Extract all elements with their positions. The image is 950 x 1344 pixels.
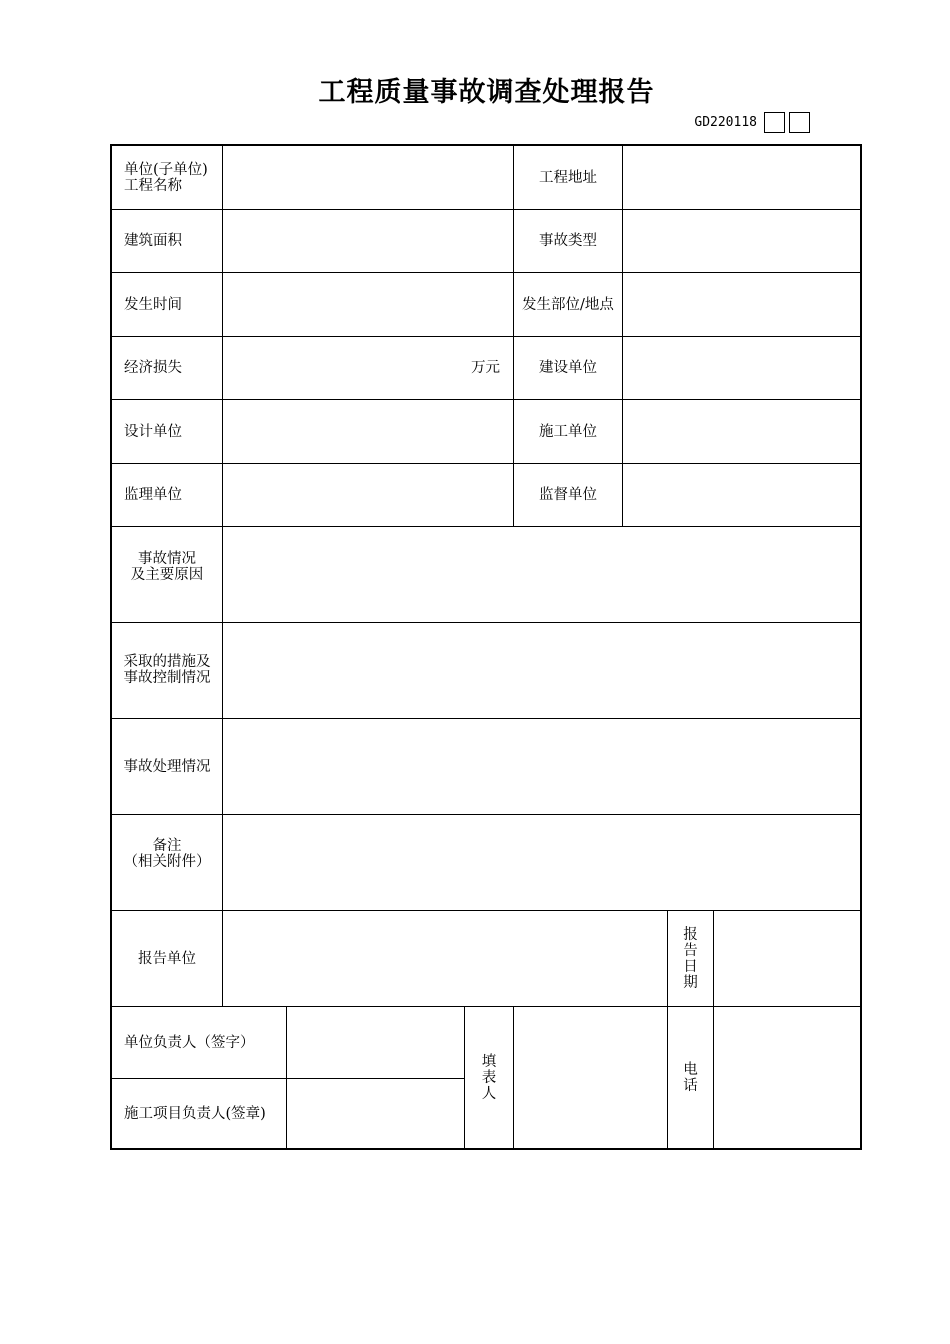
project-head-label-text: 施工项目负责人(签章)	[124, 1105, 266, 1122]
remarks-label-text: 备注 （相关附件）	[123, 838, 211, 870]
code-box-2[interactable]	[789, 112, 810, 133]
report-date-label	[668, 911, 714, 1007]
unit-head-label: 单位负责人（签字）	[112, 1007, 287, 1079]
occurrence-time-field[interactable]	[223, 273, 514, 337]
accident-type-label: 事故类型	[514, 210, 623, 273]
report-date-label-text: 报告日期	[683, 926, 698, 991]
project-head-label	[112, 1079, 287, 1148]
building-area-field[interactable]	[223, 210, 514, 273]
project-address-label: 工程地址	[514, 146, 623, 210]
reporting-unit-label: 报告单位	[112, 911, 223, 1007]
remarks-label	[112, 815, 223, 911]
oversight-unit-label: 监督单位	[514, 464, 623, 527]
project-name-label	[112, 146, 223, 210]
builder-unit-field[interactable]	[623, 400, 860, 464]
supervision-unit-field[interactable]	[223, 464, 514, 527]
handling-label: 事故处理情况	[112, 719, 223, 815]
handling-field[interactable]	[223, 719, 860, 815]
accident-situation-field[interactable]	[223, 527, 860, 623]
measures-field[interactable]	[223, 623, 860, 719]
measures-label	[112, 623, 223, 719]
filler-label-text: 填表人	[481, 1053, 497, 1102]
page-title: 工程质量事故调查处理报告	[318, 77, 655, 108]
economic-loss-label: 经济损失	[112, 337, 223, 400]
location-label	[514, 273, 623, 337]
construction-unit-field[interactable]	[623, 337, 860, 400]
accident-situation-label-text: 事故情况 及主要原因	[130, 551, 204, 583]
report-date-field[interactable]	[714, 911, 860, 1007]
remarks-field[interactable]	[223, 815, 860, 911]
unit-head-field[interactable]	[287, 1007, 465, 1079]
builder-unit-label: 施工单位	[514, 400, 623, 464]
location-field[interactable]	[623, 273, 860, 337]
occurrence-time-label: 发生时间	[112, 273, 223, 337]
code-box-1[interactable]	[764, 112, 785, 133]
design-unit-label: 设计单位	[112, 400, 223, 464]
building-area-label: 建筑面积	[112, 210, 223, 273]
phone-field[interactable]	[714, 1007, 860, 1148]
filler-field[interactable]	[514, 1007, 668, 1148]
supervision-unit-label: 监理单位	[112, 464, 223, 527]
report-form	[110, 144, 862, 1150]
phone-label-text: 电话	[683, 1061, 698, 1094]
accident-type-field[interactable]	[623, 210, 860, 273]
project-head-field[interactable]	[287, 1079, 465, 1148]
economic-loss-unit: 万元	[471, 360, 500, 376]
oversight-unit-field[interactable]	[623, 464, 860, 527]
location-label-text: 发生部位/地点	[522, 296, 614, 313]
form-code-area	[650, 110, 810, 134]
project-address-field[interactable]	[623, 146, 860, 210]
accident-situation-label	[112, 527, 223, 623]
economic-loss-field[interactable]	[223, 337, 514, 400]
measures-label-text: 采取的措施及 事故控制情况	[123, 654, 211, 686]
reporting-unit-field[interactable]	[223, 911, 668, 1007]
filler-label	[465, 1007, 514, 1148]
phone-label	[668, 1007, 714, 1148]
construction-unit-label: 建设单位	[514, 337, 623, 400]
project-name-label-text: 单位(子单位)工程名称	[124, 161, 208, 194]
design-unit-field[interactable]	[223, 400, 514, 464]
project-name-field[interactable]	[223, 146, 514, 210]
form-code: GD220118	[694, 114, 757, 130]
